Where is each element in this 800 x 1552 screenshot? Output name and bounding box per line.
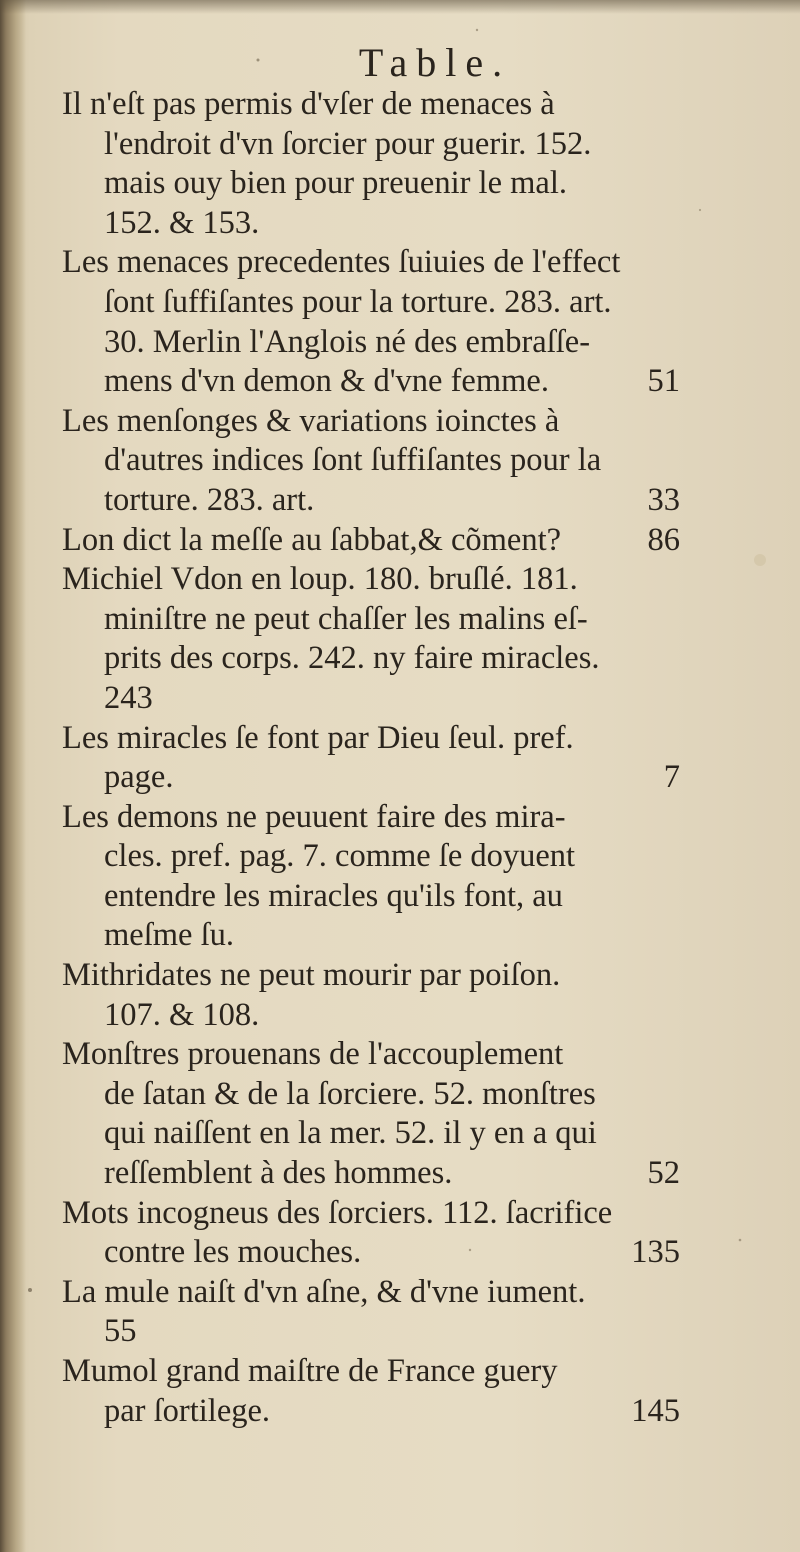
entry-line: Il n'eſt pas permis d'vſer de menaces à — [62, 86, 555, 122]
entry-line: 107. & 108. — [104, 996, 260, 1033]
index-entry — [62, 798, 680, 956]
binding-shadow — [0, 0, 26, 1552]
entry-line: 30. Merlin l'Anglois né des embraſſe- — [104, 323, 591, 360]
entry-line-text: torture. 283. art. — [104, 481, 315, 518]
entry-line: Mumol grand maiſtre de France guery — [62, 1353, 558, 1389]
entry-line — [62, 362, 680, 402]
entry-line: ſont ſuffiſantes pour la torture. 283. art. — [104, 283, 612, 320]
index-entry — [62, 719, 680, 798]
index-entry — [62, 1035, 680, 1193]
entry-line: l'endroit d'vn ſorcier pour guerir. 152. — [104, 125, 592, 162]
entry-line: 55 — [104, 1313, 137, 1350]
entry-line — [62, 521, 680, 561]
entry-line: La mule naiſt d'vn aſne, & d'vne iument. — [62, 1273, 586, 1310]
entry-line: Les demons ne peuuent faire des mira- — [62, 798, 566, 835]
entry-line-text: contre les mouches. — [104, 1234, 362, 1271]
index-entry — [62, 243, 680, 401]
index-entries — [62, 85, 680, 1431]
entry-line: miniſtre ne peut chaſſer les malins eſ- — [104, 600, 588, 637]
index-entry — [62, 1352, 680, 1431]
entry-line — [62, 1392, 680, 1432]
entry-line — [62, 481, 680, 521]
entry-line: Michiel Vdon en loup. 180. bruſlé. 181. — [62, 561, 578, 598]
page-edge-shadow — [0, 0, 800, 14]
entry-line-text: reſſemblent à des hommes. — [104, 1155, 453, 1192]
page-reference: 52 — [647, 1155, 680, 1192]
page-reference: 135 — [631, 1234, 680, 1271]
entry-line: 243 — [104, 679, 153, 716]
index-entry — [62, 560, 680, 718]
entry-line — [62, 758, 680, 798]
page-reference: 86 — [647, 521, 680, 558]
page-reference: 33 — [647, 481, 680, 518]
index-entry — [62, 1273, 680, 1352]
entry-line: Mots incogneus des ſorciers. 112. ſacrifice — [62, 1194, 613, 1231]
entry-line: mais ouy bien pour preuenir le mal. — [104, 165, 567, 202]
entry-line: Les menſonges & variations ioinctes à — [62, 402, 560, 439]
entry-line-text: mens d'vn demon & d'vne femme. — [104, 363, 549, 400]
page-heading — [0, 38, 800, 88]
entry-line-text: par ſortilege. — [104, 1392, 271, 1429]
page-reference: 145 — [631, 1392, 680, 1429]
index-entry — [62, 956, 680, 1035]
entry-line-text: Lon dict la meſſe au ſabbat,& cõment? — [62, 521, 562, 558]
index-entry — [62, 521, 680, 561]
entry-line: Mithridates ne peut mourir par poiſon. — [62, 957, 561, 994]
index-entry — [62, 85, 680, 243]
entry-line: cles. pref. pag. 7. comme ſe doyuent — [104, 838, 576, 875]
entry-line — [62, 1154, 680, 1194]
entry-line: qui naiſſent en la mer. 52. il y en a qui — [104, 1115, 597, 1152]
page-reference: 51 — [647, 363, 680, 400]
index-entry — [62, 402, 680, 521]
entry-line: Les miracles ſe font par Dieu ſeul. pref. — [62, 719, 574, 756]
entry-line: meſme ſu. — [104, 917, 234, 954]
entry-line: 152. & 153. — [104, 204, 260, 241]
heading-text: Table. — [358, 40, 512, 85]
entry-line: d'autres indices ſont ſuffiſantes pour la — [104, 442, 602, 479]
entry-line — [62, 1233, 680, 1273]
entry-line: prits des corps. 242. ny faire miracles. — [104, 640, 600, 677]
entry-line: de ſatan & de la ſorciere. 52. monſtres — [104, 1075, 596, 1112]
entry-line-text: page. — [104, 759, 174, 796]
entry-line: entendre les miracles qu'ils font, au — [104, 877, 563, 914]
entry-line: Les menaces precedentes ſuiuies de l'effect — [62, 244, 621, 281]
entry-line: Monſtres prouenans de l'accouplement — [62, 1036, 564, 1073]
page-reference: 7 — [663, 759, 680, 796]
index-entry — [62, 1194, 680, 1273]
